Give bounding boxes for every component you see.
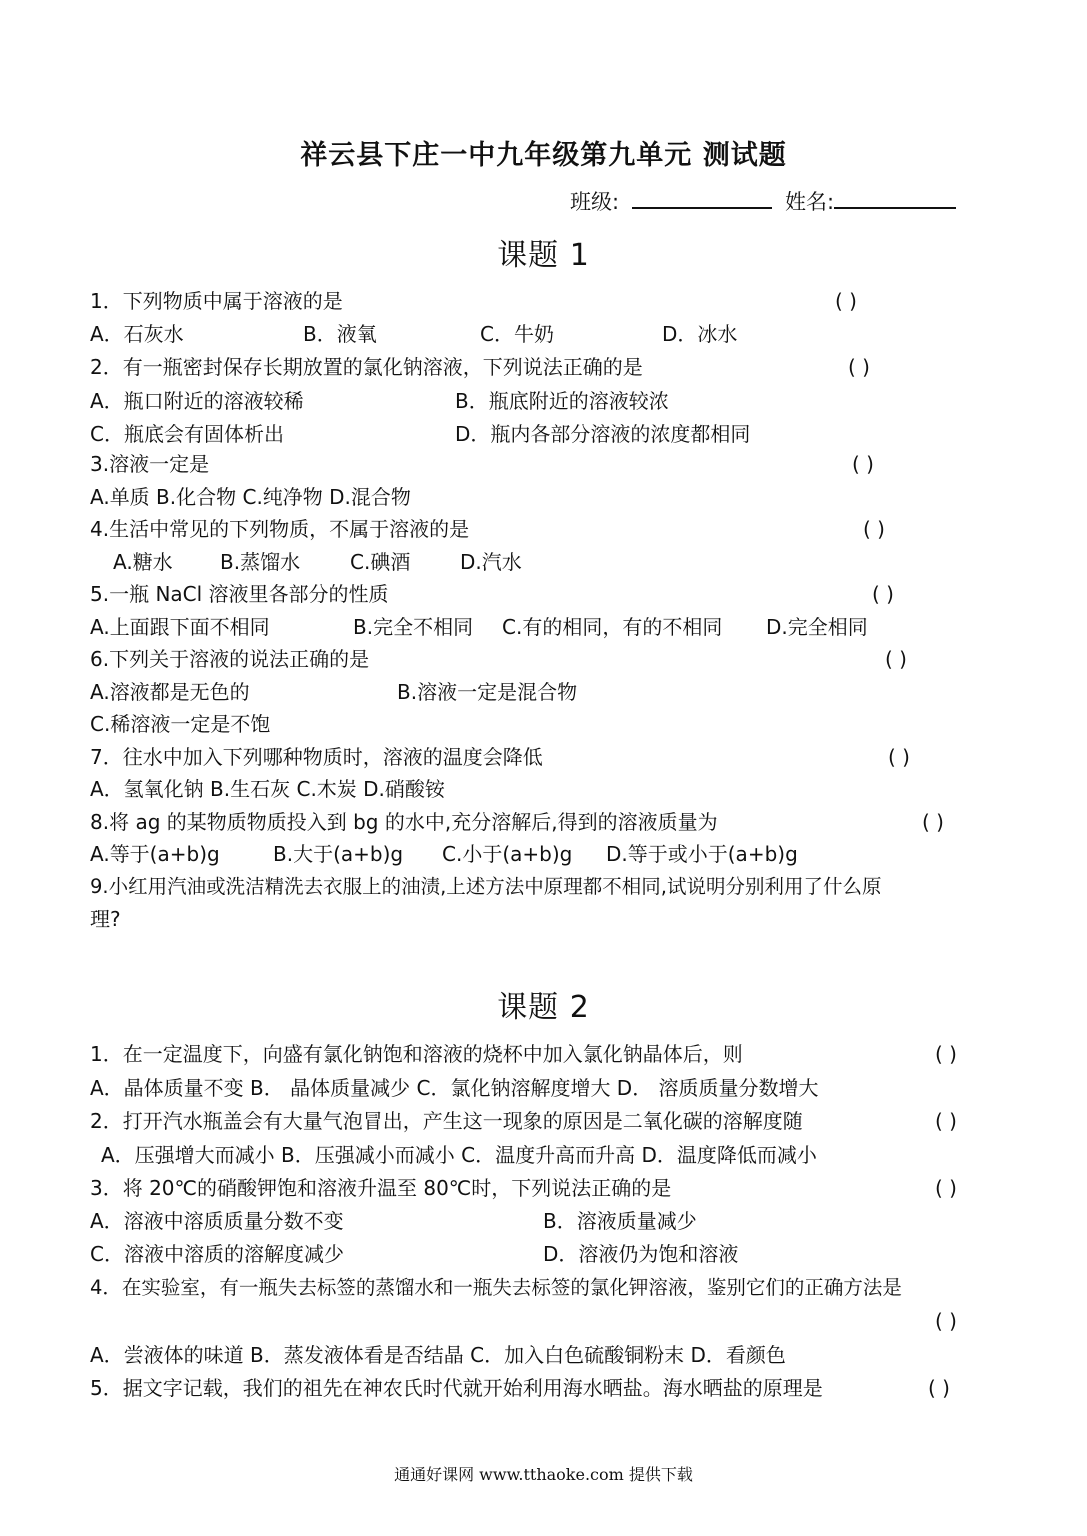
option-a: A.溶液都是无色的 [90, 680, 250, 704]
section-heading-1: 课题 1 [497, 238, 590, 273]
question-text: 2．有一瓶密封保存长期放置的氯化钠溶液，下列说法正确的是 [90, 355, 643, 379]
options-text: A．氢氧化钠 B.生石灰 C.木炭 D.硝酸铵 [90, 777, 445, 801]
question-text: 2．打开汽水瓶盖会有大量气泡冒出，产生这一现象的原因是二氧化碳的溶解度随 [90, 1109, 803, 1133]
answer-paren[interactable]: ( ) [835, 289, 857, 313]
question-text: 9.小红用汽油或洗洁精洗去衣服上的油渍,上述方法中原理都不相同,试说明分别利用了什么原 [90, 875, 882, 898]
answer-paren[interactable]: ( ) [935, 1042, 957, 1066]
question-text: 3.溶液一定是 [90, 452, 210, 476]
question-text: 6.下列关于溶液的说法正确的是 [90, 647, 370, 671]
question-text: 1．在一定温度下，向盛有氯化钠饱和溶液的烧杯中加入氯化钠晶体后，则 [90, 1042, 743, 1066]
option-a: A．溶液中溶质质量分数不变 [90, 1209, 344, 1233]
class-label: 班级: [570, 190, 620, 214]
question-text: 1．下列物质中属于溶液的是 [90, 289, 343, 313]
question-text: 3．将 20℃的硝酸钾饱和溶液升温至 80℃时，下列说法正确的是 [90, 1176, 672, 1200]
question-text: 4.生活中常见的下列物质，不属于溶液的是 [90, 517, 470, 541]
answer-paren[interactable]: ( ) [885, 647, 907, 671]
option-a: A．石灰水 [90, 322, 184, 346]
option-d: D．冰水 [662, 322, 738, 346]
answer-paren[interactable]: ( ) [872, 582, 894, 606]
question-text: 4．在实验室，有一瓶失去标签的蒸馏水和一瓶失去标签的氯化钾溶液，鉴别它们的正确方法是 [90, 1276, 902, 1299]
option-b: B.蒸馏水 [220, 550, 301, 574]
answer-paren[interactable]: ( ) [888, 745, 910, 769]
answer-paren[interactable]: ( ) [928, 1376, 950, 1400]
options-text: A.单质 B.化合物 C.纯净物 D.混合物 [90, 485, 411, 509]
question-text: 5.一瓶 NaCl 溶液里各部分的性质 [90, 582, 389, 606]
class-blank[interactable] [632, 189, 772, 209]
option-d: D.汽水 [460, 550, 522, 574]
section-heading-2: 课题 2 [497, 990, 590, 1025]
option-d: D．瓶内各部分溶液的浓度都相同 [455, 422, 751, 446]
option-c: C．牛奶 [480, 322, 554, 346]
answer-paren[interactable]: ( ) [935, 1176, 957, 1200]
answer-paren[interactable]: ( ) [863, 517, 885, 541]
question-text: 7．往水中加入下列哪种物质时，溶液的温度会降低 [90, 745, 543, 769]
answer-paren[interactable]: ( ) [922, 810, 944, 834]
answer-paren[interactable]: ( ) [935, 1309, 957, 1333]
question-text: 8.将 ag 的某物质物质投入到 bg 的水中,充分溶解后,得到的溶液质量为 [90, 810, 718, 834]
answer-paren[interactable]: ( ) [935, 1109, 957, 1133]
option-b: B.溶液一定是混合物 [397, 680, 578, 704]
page-footer: 通通好课网 www.tthaoke.com 提供下载 [394, 1465, 693, 1484]
options-text: A．尝液体的味道 B．蒸发液体看是否结晶 C．加入白色硫酸铜粉末 D．看颜色 [90, 1343, 786, 1367]
question-text: 理? [90, 907, 121, 931]
option-c: C．瓶底会有固体析出 [90, 422, 284, 446]
option-b: B．溶液质量减少 [543, 1209, 697, 1233]
option-a: A.等于(a+b)g [90, 842, 220, 866]
name-label: 姓名: [785, 190, 835, 214]
option-b: B．瓶底附近的溶液较浓 [455, 389, 669, 413]
name-blank[interactable] [834, 189, 956, 209]
option-a: A.上面跟下面不相同 [90, 615, 270, 639]
option-a: A．瓶口附近的溶液较稀 [90, 389, 304, 413]
option-b: B.完全不相同 [353, 615, 474, 639]
option-c: C.碘酒 [350, 550, 411, 574]
answer-paren[interactable]: ( ) [852, 452, 874, 476]
class-field [570, 186, 772, 216]
page-title: 祥云县下庄一中九年级第九单元 测试题 [300, 140, 787, 171]
option-d: D.完全相同 [766, 615, 868, 639]
option-d: D．溶液仍为饱和溶液 [543, 1242, 739, 1266]
option-c: C．溶液中溶质的溶解度减少 [90, 1242, 344, 1266]
option-c: C.小于(a+b)g [442, 842, 573, 866]
option-c: C.稀溶液一定是不饱 [90, 712, 271, 736]
option-a: A.糖水 [113, 550, 173, 574]
question-text: 5．据文字记载，我们的祖先在神农氏时代就开始利用海水晒盐。海水晒盐的原理是 [90, 1376, 823, 1400]
option-c: C.有的相同，有的不相同 [502, 615, 723, 639]
option-b: B.大于(a+b)g [273, 842, 404, 866]
name-field [785, 186, 956, 216]
option-b: B．液氧 [303, 322, 377, 346]
option-d: D.等于或小于(a+b)g [606, 842, 798, 866]
options-text: A．晶体质量不变 B． 晶体质量减少 C．氯化钠溶解度增大 D． 溶质质量分数增大 [90, 1076, 819, 1100]
options-text: A．压强增大而减小 B．压强减小而减小 C．温度升高而升高 D．温度降低而减小 [101, 1143, 817, 1167]
answer-paren[interactable]: ( ) [848, 355, 870, 379]
